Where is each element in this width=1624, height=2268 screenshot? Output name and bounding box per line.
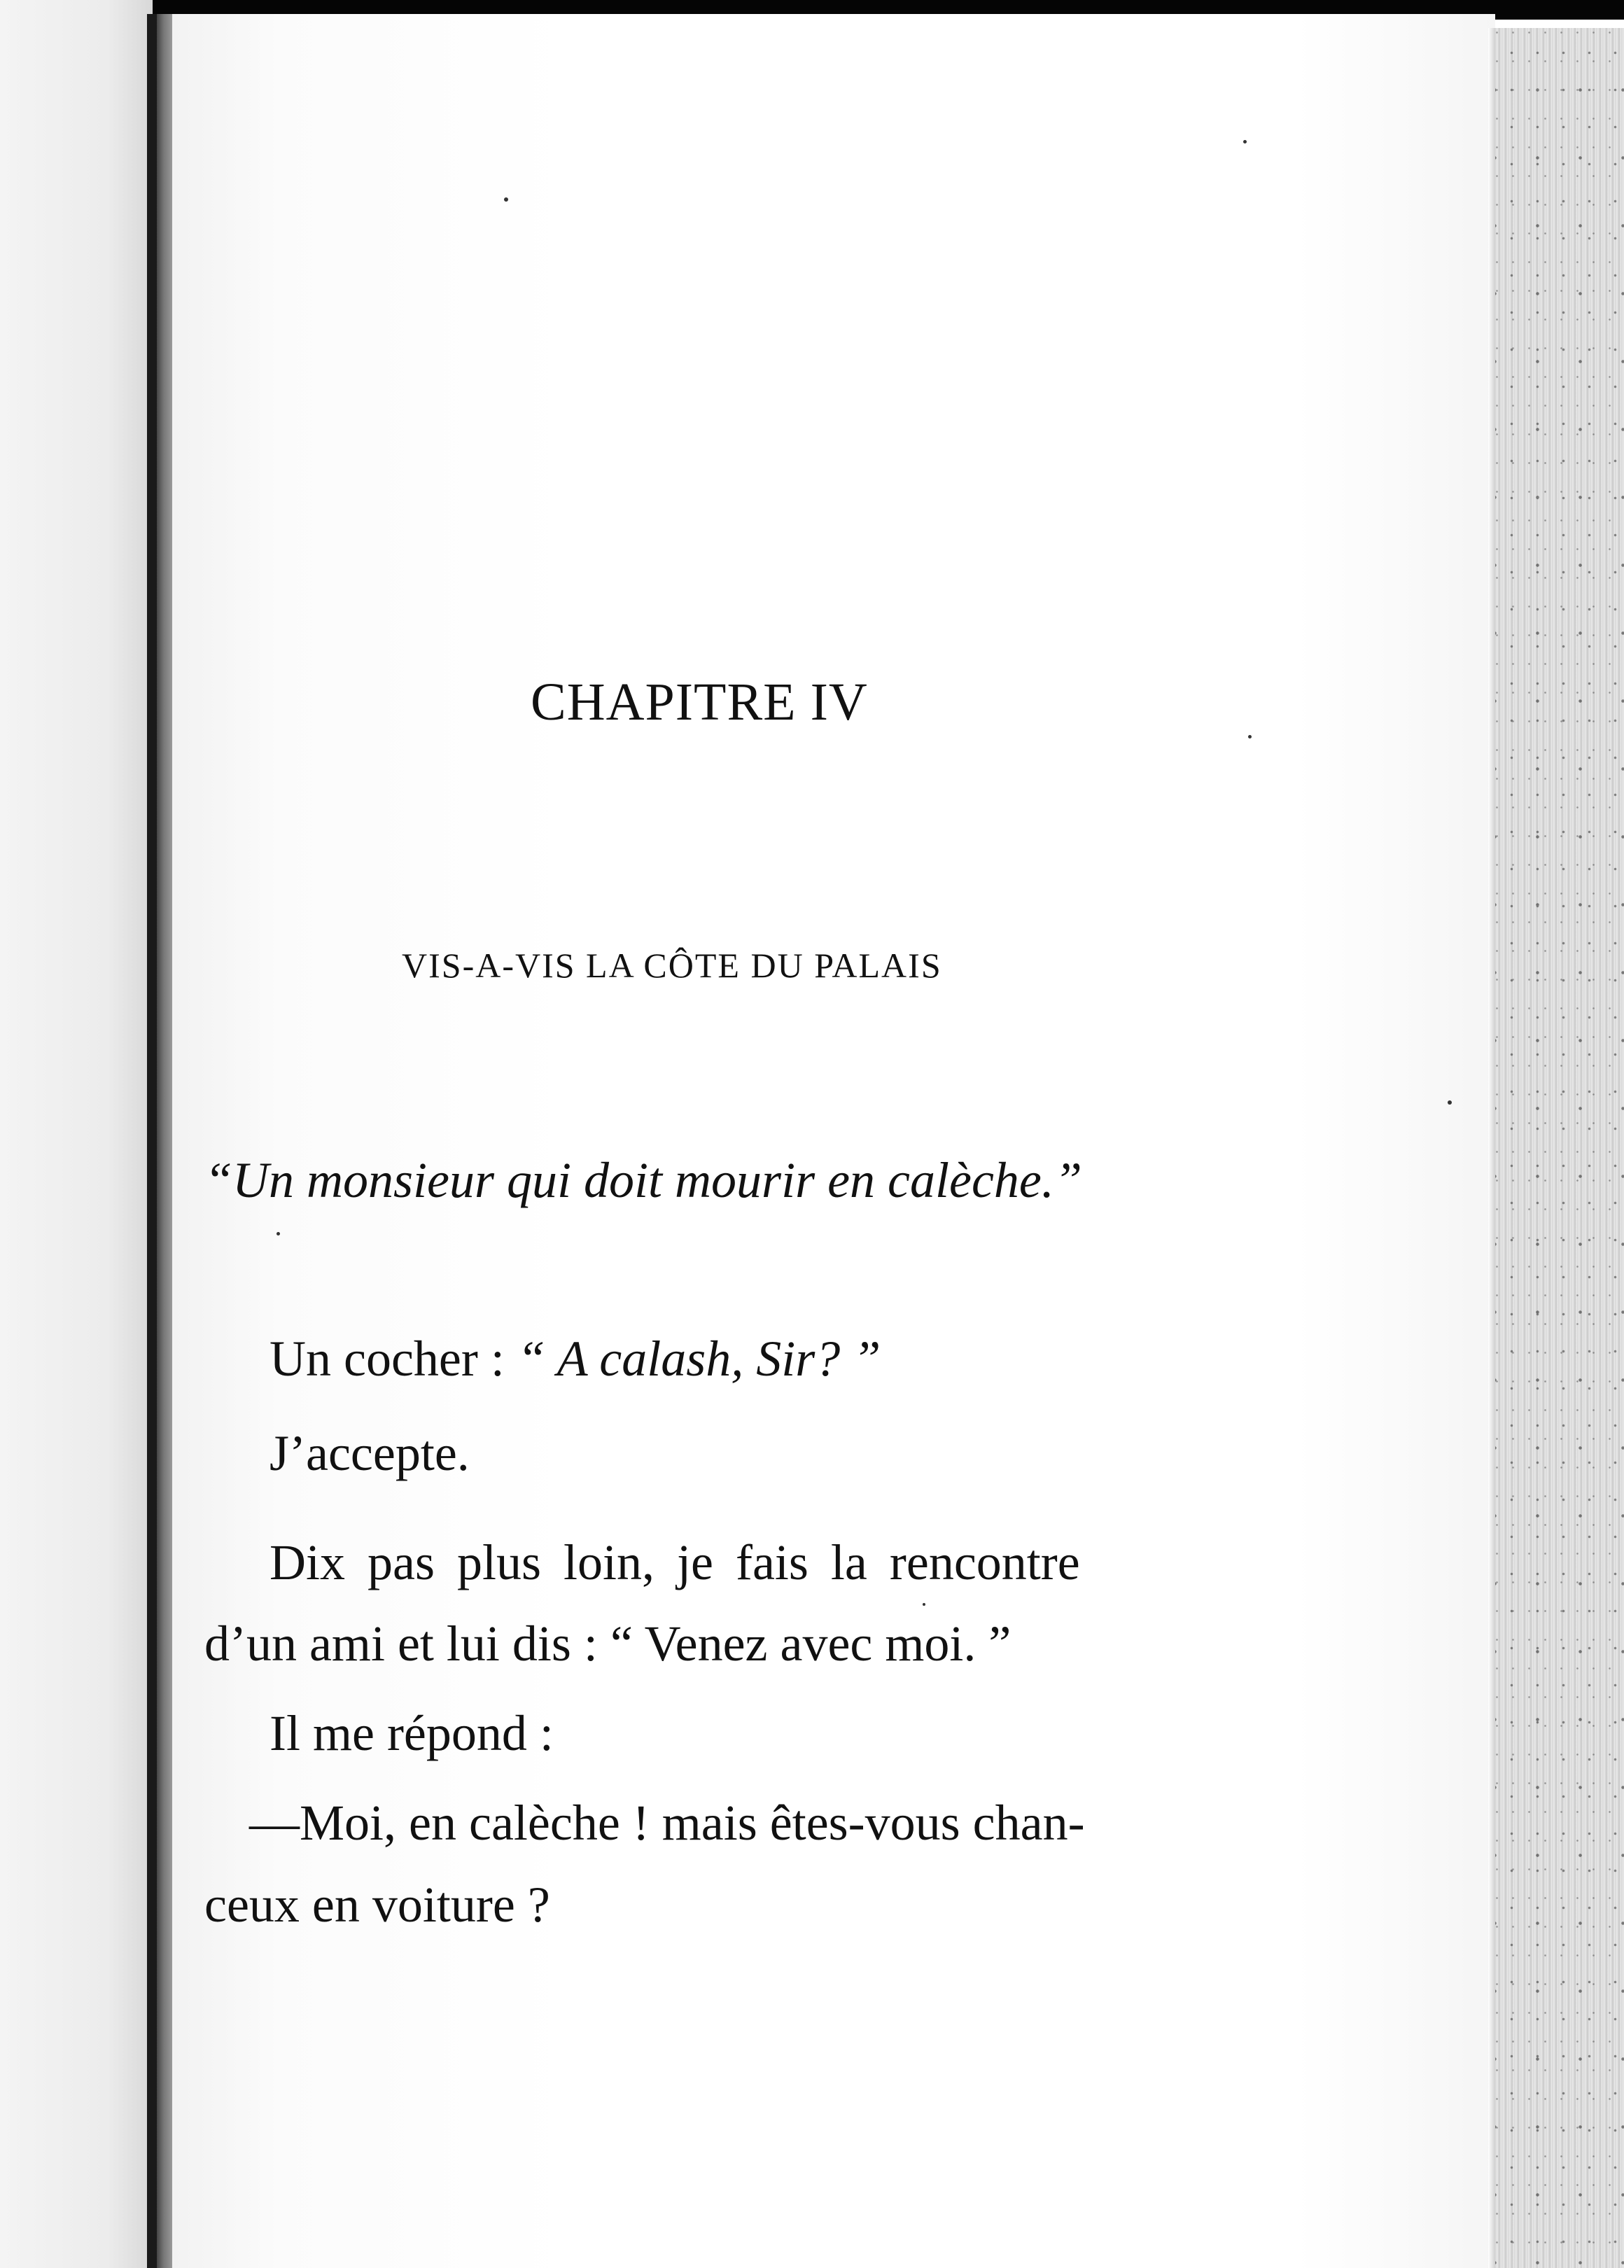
paragraph-cocher [270,1331,881,1387]
paper-speck [276,1232,280,1236]
paragraph-repond: Il me répond : [270,1705,554,1761]
paper-speck [1248,735,1252,738]
epigraph: “Un monsieur qui doit mourir en calèche.” [204,1152,1082,1208]
facing-left-page [0,0,153,2268]
chapter-heading: CHAPITRE IV [531,673,868,732]
paragraph-caleche-line-1: —Moi, en calèche ! mais êtes-vous chan- [249,1795,1085,1851]
chapter-subtitle: VIS-A-VIS LA CÔTE DU PALAIS [402,946,942,985]
paper-speck [1243,140,1247,144]
calash-quote: “ A calash, Sir? ” [517,1331,881,1387]
book-gutter [157,14,172,2268]
left-page-edge [147,14,157,2268]
speaker-text: Un cocher : [270,1331,517,1387]
paragraph-accepte: J’accepte. [270,1425,470,1481]
paragraph-rencontre-line-1: Dix pas plus loin, je fais la rencontre [270,1534,1080,1590]
paper-speck [504,197,508,202]
paragraph-caleche-line-2: ceux en voiture ? [204,1877,550,1933]
page-block-speckles [1495,28,1624,2268]
paragraph-rencontre-line-2: d’un ami et lui dis : “ Venez avec moi. ” [204,1616,1011,1672]
paper-speck [1448,1100,1452,1105]
paper-speck [923,1603,925,1606]
